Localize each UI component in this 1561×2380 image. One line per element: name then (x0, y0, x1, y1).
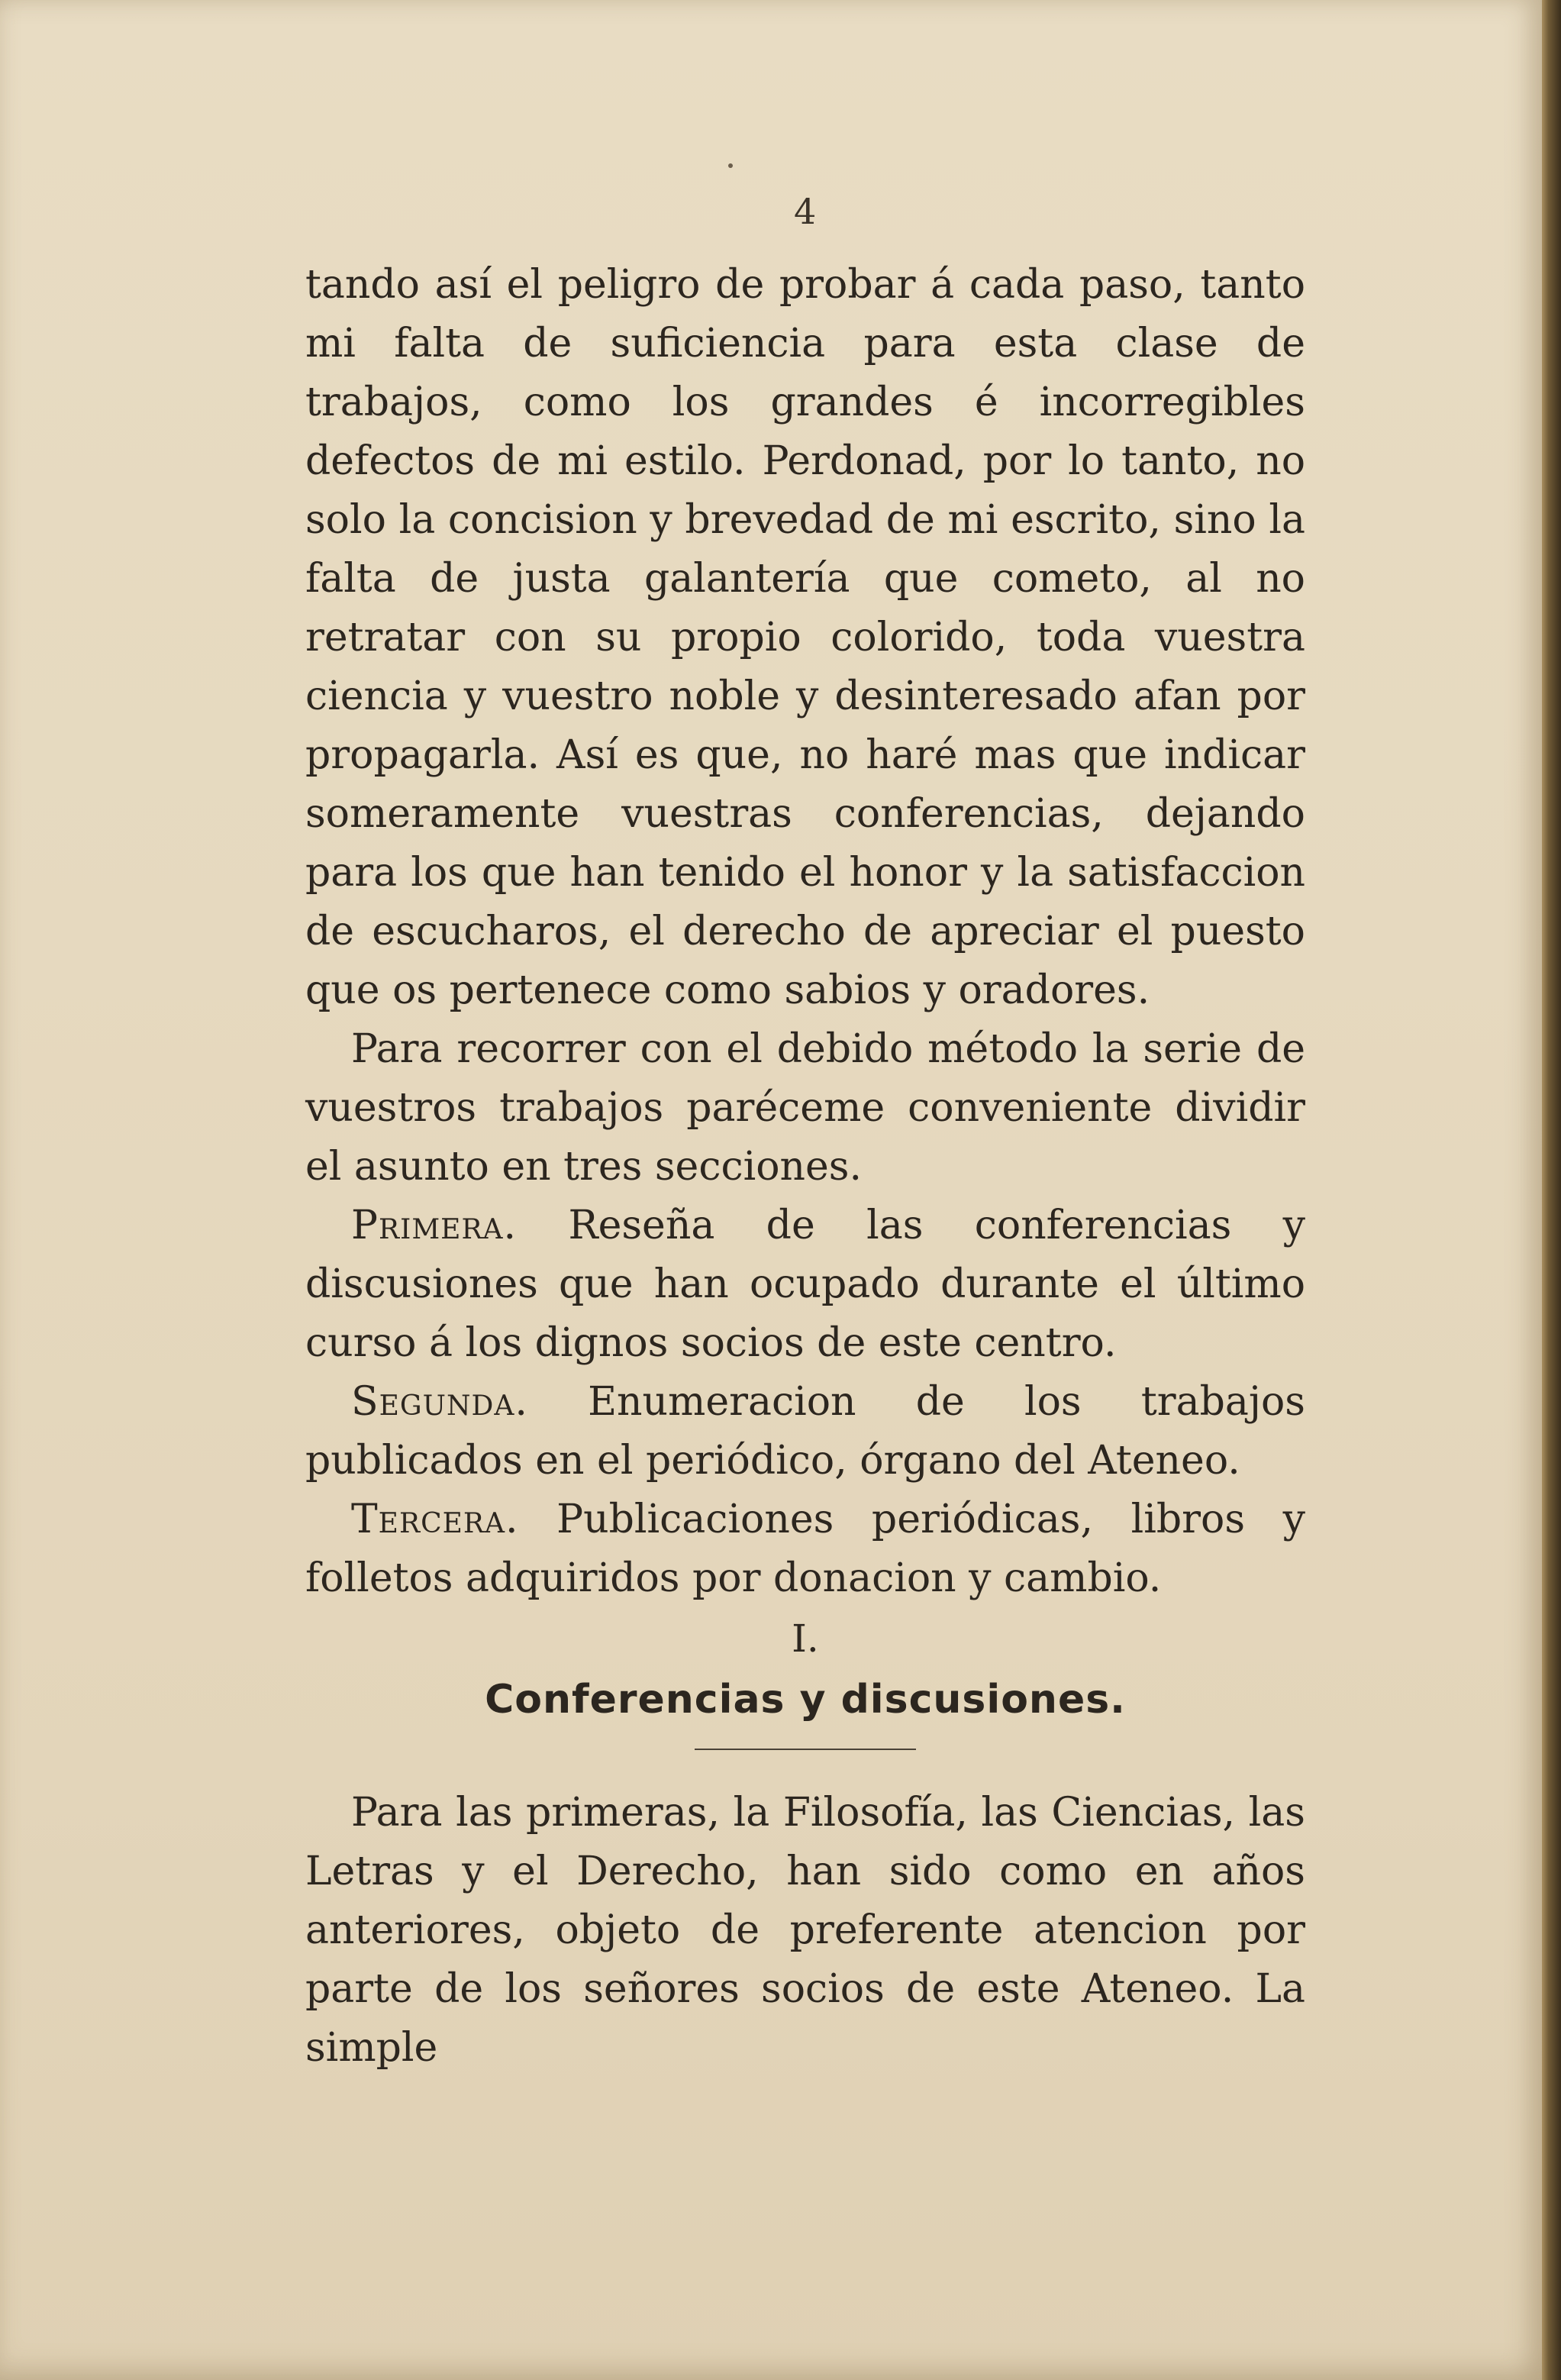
paragraph-second-section (305, 1373, 1305, 1490)
paragraph-method: Para recorrer con el debido método la serie de vuestros trabajos paréceme conveniente dividir el asunto en tres secciones. (305, 1026, 1305, 1190)
section-label-second: Segunda. (351, 1379, 528, 1425)
section-label-third: Tercera. (351, 1497, 519, 1542)
paragraph-third-section (305, 1490, 1305, 1608)
section-label-first: Primera. (351, 1203, 518, 1248)
ink-speck (728, 163, 733, 168)
page-number: 4 (794, 191, 817, 232)
paragraph-conferences: Para las primeras, la Filosofía, las Ciencias, las Letras y el Derecho, han sido como en años anteriores, objeto de preferente atencion por parte de los señores socios de este Ateneo. La simple (305, 1790, 1305, 2071)
section-text-second: Enumeracion de los trabajos publicados en el periódico, órgano del Ateneo. (305, 1379, 1305, 1484)
paragraph-first-section (305, 1196, 1305, 1373)
paragraph-intro: tando así el peligro de probar á cada paso, tanto mi falta de suficiencia para esta clase de trabajos, como los grandes é incorregibles defectos de mi estilo. Perdonad, por lo tanto, no solo la concision y brevedad de mi escrito, sino la falta de justa galantería que cometo, al no retratar con su propio colorido, toda vuestra ciencia y vuestro noble y desinteresado afan por propagarla. Así es que, no haré mas que indicar someramente vuestras conferencias, dejando para los que han tenido el honor y la satisfaccion de escucharos, el derecho de apreciar el puesto que os pertenece como sabios y oradores. (305, 262, 1305, 1013)
heading-rule (695, 1749, 916, 1750)
page-edge (1542, 0, 1561, 2380)
section-number: I. (792, 1616, 819, 1661)
section-text-first: Reseña de las conferencias y discusiones que han ocupado durante el último curso á los dignos socios de este centro. (305, 1203, 1305, 1366)
page-body (305, 256, 1305, 2078)
section-heading: Conferencias y discusiones. (485, 1677, 1126, 1723)
section-text-third: Publicaciones periódicas, libros y folletos adquiridos por donacion y cambio. (305, 1497, 1305, 1601)
